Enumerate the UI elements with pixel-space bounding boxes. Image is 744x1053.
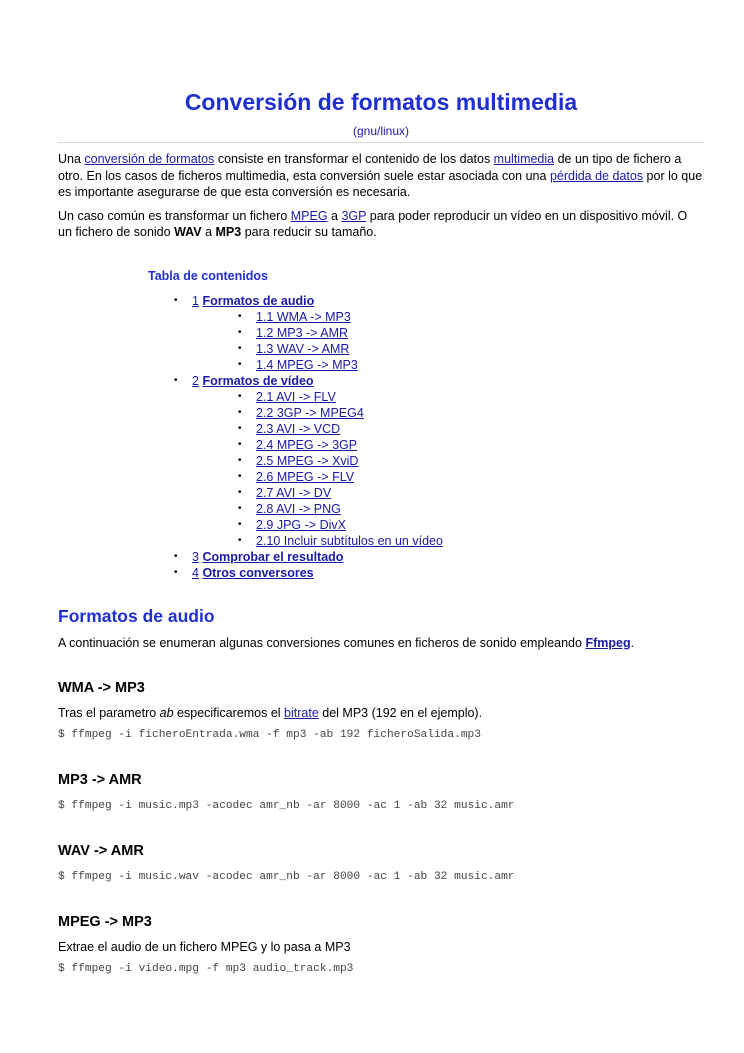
- text: Tras el parametro: [58, 705, 160, 720]
- text: a: [327, 208, 342, 223]
- toc-link[interactable]: 1.3 WAV -> AMR: [256, 341, 350, 356]
- toc-item-2-6[interactable]: [236, 469, 704, 485]
- toc-item-2-5[interactable]: [236, 453, 704, 469]
- toc-link[interactable]: 2.4 MPEG -> 3GP: [256, 437, 358, 452]
- code-block-mp3-amr: $ ffmpeg -i music.mp3 -acodec amr_nb -ar 8000 -ac 1 -ab 32 music.amr: [58, 799, 515, 812]
- intro-paragraph-1: [58, 151, 704, 201]
- text: A continuación se enumeran algunas conversiones comunes en ficheros de sonido empleando: [58, 635, 586, 650]
- emphasis-ab: ab: [159, 705, 174, 720]
- toc-link[interactable]: 2.9 JPG -> DivX: [256, 517, 346, 532]
- link-mpeg[interactable]: MPEG: [290, 208, 328, 223]
- toc-link[interactable]: Formatos de vídeo: [202, 373, 314, 388]
- text: especificaremos el: [173, 705, 285, 720]
- text: por lo que es importante asegurarse de que esta conversión es necesaria.: [58, 168, 703, 199]
- link-bitrate[interactable]: bitrate: [284, 705, 319, 720]
- toc-item-2-3[interactable]: [236, 421, 704, 437]
- toc-link[interactable]: 2.7 AVI -> DV: [256, 485, 332, 500]
- toc-title: Tabla de contenidos: [148, 268, 268, 283]
- text: para poder reproducir un vídeo en un dispositivo móvil. O un fichero de sonido: [58, 208, 688, 239]
- mpeg-mp3-description: Extrae el audio de un fichero MPEG y lo pasa a MP3: [58, 939, 351, 954]
- bold-wav: WAV: [174, 225, 202, 239]
- audio-intro: [58, 635, 704, 651]
- code-block-wma-mp3: $ ffmpeg -i ficheroEntrada.wma -f mp3 -ab 192 ficheroSalida.mp3: [58, 728, 481, 741]
- toc-link[interactable]: 1.2 MP3 -> AMR: [256, 325, 349, 340]
- toc-link[interactable]: Comprobar el resultado: [202, 549, 344, 564]
- toc-link[interactable]: 1.4 MPEG -> MP3: [256, 357, 358, 372]
- section-heading-audio: Formatos de audio: [58, 605, 215, 626]
- toc-item-1-3[interactable]: [236, 341, 704, 357]
- text: a: [201, 225, 216, 239]
- text: Una: [58, 152, 85, 166]
- toc-item-2-10[interactable]: [236, 533, 704, 549]
- subheading-wav-amr: WAV -> AMR: [58, 842, 144, 859]
- toc-number[interactable]: 4: [192, 565, 199, 580]
- toc-link[interactable]: 2.2 3GP -> MPEG4: [256, 405, 364, 420]
- subheading-wma-mp3: WMA -> MP3: [58, 679, 145, 696]
- text: consiste en transformar el contenido de los datos: [214, 152, 494, 166]
- toc-item-2[interactable]: [172, 373, 704, 549]
- text: de un tipo de fichero a otro. En los casos de ficheros multimedia, esta conversión suele estar asociada con una: [58, 152, 682, 183]
- code-block-mpeg-mp3: $ ffmpeg -i video.mpg -f mp3 audio_track.mp3: [58, 962, 354, 975]
- text: .: [630, 635, 635, 650]
- page-title: Conversión de formatos multimedia: [184, 89, 578, 115]
- toc-link[interactable]: 2.8 AVI -> PNG: [256, 501, 341, 516]
- toc-item-4[interactable]: [172, 565, 704, 581]
- toc-number[interactable]: 1: [192, 293, 199, 308]
- wma-description: [58, 705, 704, 721]
- toc-item-1-2[interactable]: [236, 325, 704, 341]
- bold-mp3: MP3: [215, 225, 242, 239]
- toc-link[interactable]: 2.1 AVI -> FLV: [256, 389, 336, 404]
- toc-item-1[interactable]: [172, 293, 704, 373]
- text: Un caso común es transformar un fichero: [58, 208, 291, 223]
- toc-item-1-1[interactable]: [236, 309, 704, 325]
- toc-number[interactable]: 2: [192, 373, 199, 388]
- subtitle-link[interactable]: (gnu/linux): [352, 124, 410, 138]
- page-subtitle: [58, 124, 704, 138]
- toc-link[interactable]: 2.6 MPEG -> FLV: [256, 469, 355, 484]
- text: para reducir su tamaño.: [241, 225, 377, 239]
- toc-item-2-9[interactable]: [236, 517, 704, 533]
- text: del MP3 (192 en el ejemplo).: [318, 705, 483, 720]
- toc-link[interactable]: 2.10 Incluir subtítulos en un vídeo: [256, 533, 443, 548]
- toc-sublist-1: [236, 309, 704, 373]
- code-block-wav-amr: $ ffmpeg -i music.wav -acodec amr_nb -ar 8000 -ac 1 -ab 32 music.amr: [58, 870, 515, 883]
- toc-item-2-4[interactable]: [236, 437, 704, 453]
- toc-item-2-1[interactable]: [236, 389, 704, 405]
- link-conversion-formatos[interactable]: conversión de formatos: [84, 152, 215, 166]
- link-3gp[interactable]: 3GP: [341, 208, 367, 223]
- intro-paragraph-2: [58, 208, 704, 241]
- document-page: [58, 88, 704, 977]
- subheading-mpeg-mp3: MPEG -> MP3: [58, 913, 152, 930]
- toc-sublist-2: [236, 389, 704, 549]
- toc-item-2-8[interactable]: [236, 501, 704, 517]
- toc-link[interactable]: 2.3 AVI -> VCD: [256, 421, 341, 436]
- toc-link[interactable]: Formatos de audio: [202, 293, 315, 308]
- link-ffmpeg[interactable]: Ffmpeg: [585, 635, 631, 650]
- toc-item-2-7[interactable]: [236, 485, 704, 501]
- toc-number[interactable]: 3: [192, 549, 199, 564]
- title-divider: [58, 142, 704, 143]
- toc-item-2-2[interactable]: [236, 405, 704, 421]
- toc-link[interactable]: Otros conversores: [202, 565, 314, 580]
- link-multimedia[interactable]: multimedia: [493, 152, 555, 166]
- table-of-contents: [148, 269, 704, 581]
- toc-item-3[interactable]: [172, 549, 704, 565]
- toc-link[interactable]: 1.1 WMA -> MP3: [256, 309, 351, 324]
- link-perdida-datos[interactable]: pérdida de datos: [549, 168, 644, 183]
- subheading-mp3-amr: MP3 -> AMR: [58, 771, 142, 788]
- toc-item-1-4[interactable]: [236, 357, 704, 373]
- toc-link[interactable]: 2.5 MPEG -> XviD: [256, 453, 359, 468]
- toc-list: [172, 293, 704, 581]
